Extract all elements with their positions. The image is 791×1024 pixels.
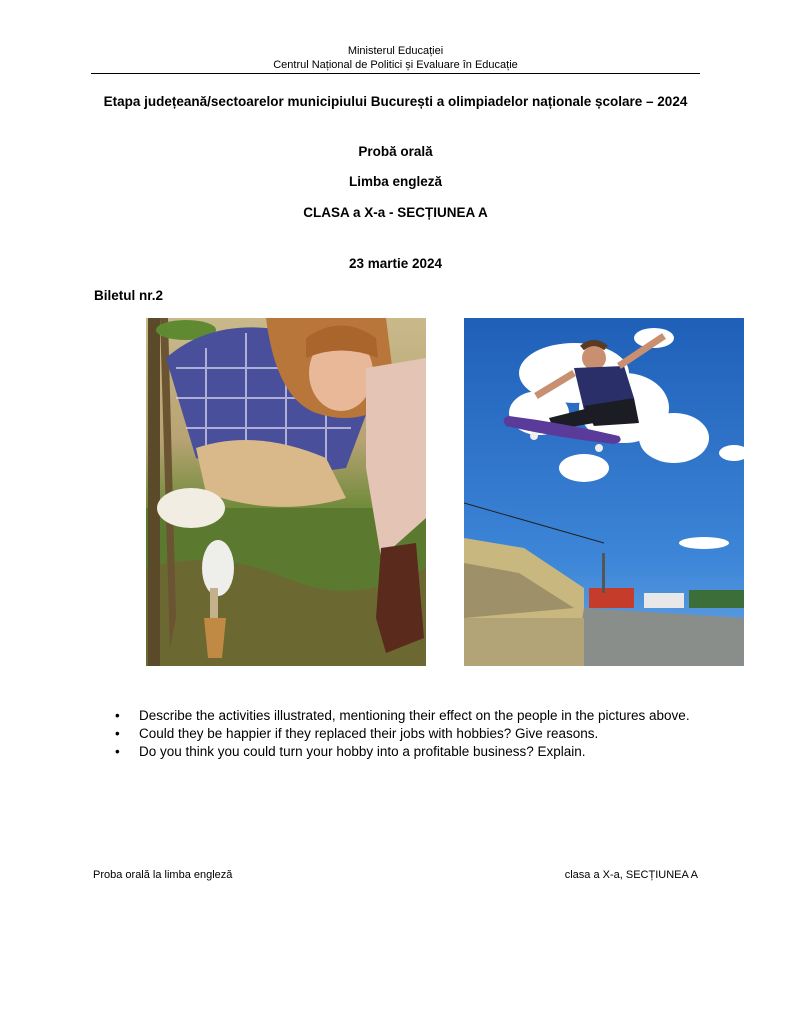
- bullet-point: •: [115, 726, 120, 741]
- question-text: Do you think you could turn your hobby into a profitable business? Explain.: [139, 744, 586, 759]
- skateboard-photo: [464, 318, 744, 666]
- ministry-name: Ministerul Educației: [347, 45, 444, 57]
- gardening-photo: [146, 318, 426, 666]
- footer-exam-label: Proba orală la limba engleză: [93, 869, 233, 881]
- center-name: Centrul Național de Politici și Evaluare în Educație: [273, 59, 518, 71]
- bullet-point: •: [115, 744, 120, 759]
- bullet-point: •: [115, 708, 120, 723]
- subject: Limba engleză: [348, 174, 443, 189]
- list-item: [112, 707, 700, 724]
- header-divider: [91, 73, 700, 74]
- list-item: [112, 743, 700, 760]
- exam-type: Probă orală: [358, 144, 433, 159]
- list-item: [112, 725, 700, 742]
- document-title: Etapa județeană/sectoarelor municipiului București a olimpiadelor naționale școlare – 2024: [103, 94, 688, 109]
- ticket-number: Biletul nr.2: [94, 288, 164, 303]
- exam-date: 23 martie 2024: [348, 256, 443, 271]
- question-text: Could they be happier if they replaced their jobs with hobbies? Give reasons.: [139, 726, 599, 741]
- class-section: CLASA a X-a - SECȚIUNEA A: [303, 205, 488, 220]
- footer-class-label: clasa a X-a, SECȚIUNEA A: [564, 869, 698, 881]
- question-list: [112, 707, 700, 761]
- question-text: Describe the activities illustrated, mentioning their effect on the people in the pictures above.: [139, 708, 690, 723]
- document-header: [0, 44, 791, 72]
